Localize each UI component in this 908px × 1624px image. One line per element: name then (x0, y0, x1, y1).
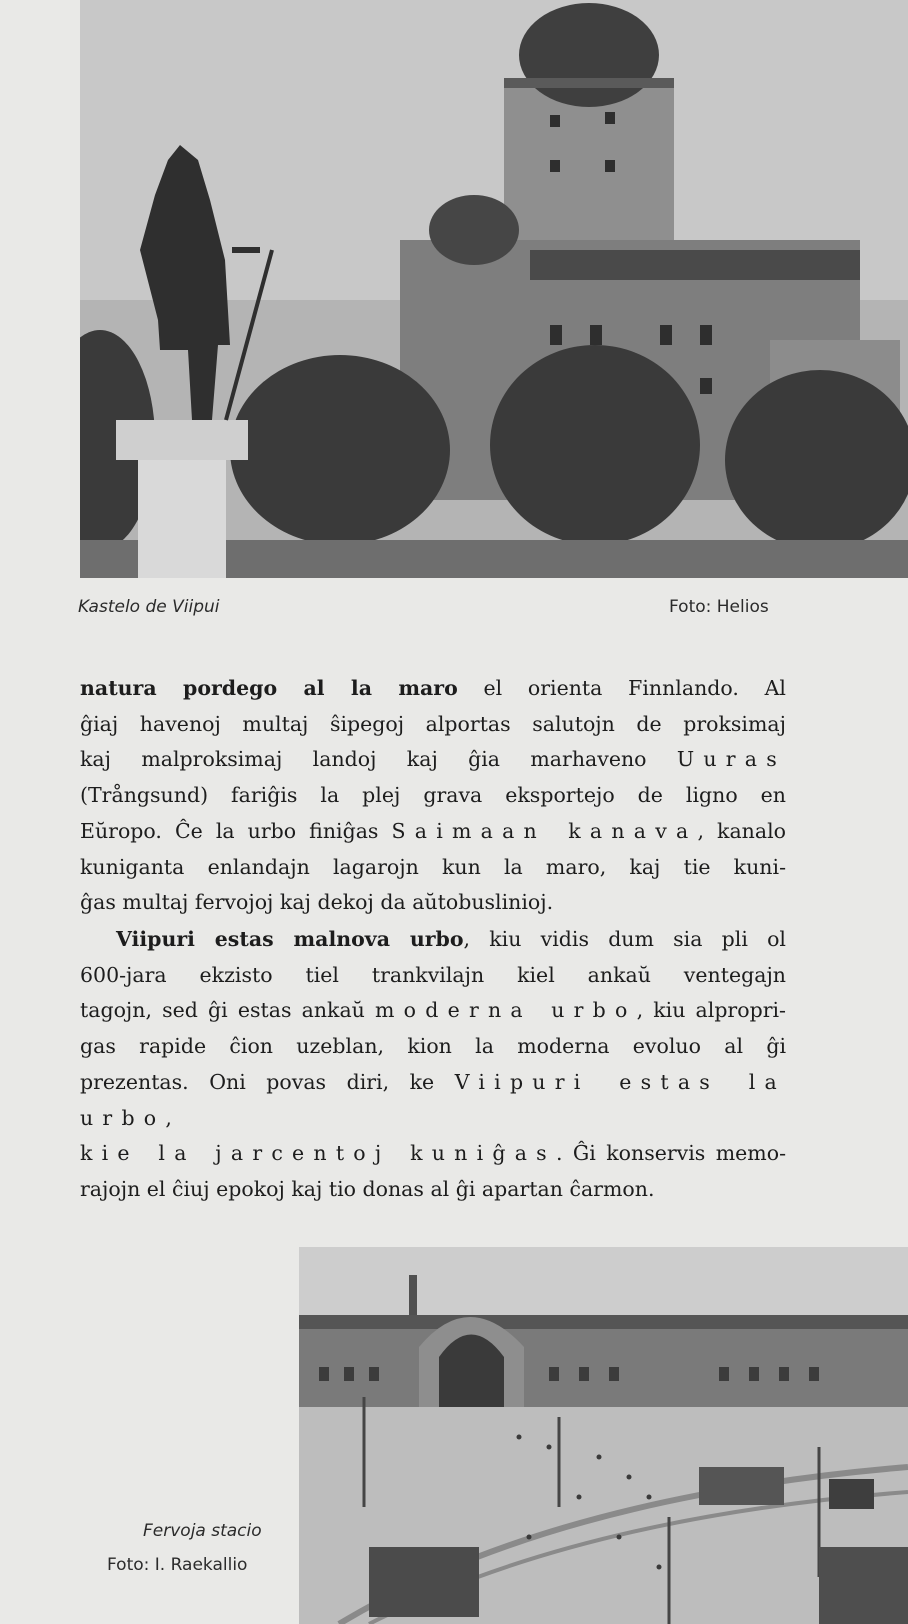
spaced-emphasis: kie la jarcentoj kuniĝas (80, 1141, 556, 1166)
text-fragment: (Trångsund) fariĝis la plej grava eksportejo de ligno en (80, 783, 786, 808)
station-photo-credit: Foto: I. Raekallio (107, 1555, 248, 1575)
text-line (80, 814, 786, 850)
bold-lead: natura pordego al la maro (80, 676, 458, 700)
bold-lead: Viipuri estas malnova urbo (116, 927, 464, 951)
photo-railway-station (299, 1247, 908, 1624)
text-line (80, 671, 786, 707)
castle-caption: Kastelo de Viipui (78, 597, 220, 617)
text-fragment: kuniganta enlandajn lagarojn kun la maro, kaj tie kuni- (80, 854, 786, 879)
text-fragment: ĝiaj havenoj multaj ŝipegoj alportas salutojn de proksimaj (80, 711, 786, 736)
paragraph-1 (80, 671, 786, 921)
text-line (80, 1136, 786, 1172)
text-line (80, 922, 786, 958)
spaced-emphasis: moderna urbo (375, 998, 637, 1023)
text-fragment: prezentas. Oni povas diri, ke (80, 1069, 455, 1094)
text-fragment: rajojn el ĉiuj epokoj kaj tio donas al ĝi apartan ĉarmon. (80, 1176, 655, 1201)
text-line (80, 1029, 786, 1065)
station-photo-illustration (299, 1247, 908, 1624)
text-fragment: Eŭropo. Ĉe la urbo finiĝas (80, 818, 392, 843)
text-fragment: , kiu alpropri- (636, 998, 786, 1023)
text-line (80, 1065, 786, 1136)
text-fragment: gas rapide ĉion uzeblan, kion la moderna evoluo al ĝi (80, 1034, 786, 1059)
text-fragment: 600-jara ekzisto tiel trankvilajn kiel ankaŭ ventegajn (80, 962, 786, 987)
spaced-emphasis: Viipuri estas la urbo (80, 1069, 786, 1130)
text-line (80, 993, 786, 1029)
spaced-emphasis: Saimaan kanava (391, 818, 698, 843)
castle-photo-illustration (80, 0, 908, 578)
text-fragment: kaj malproksimaj landoj kaj ĝia marhaveno (80, 747, 677, 772)
photo-viipuri-castle (80, 0, 908, 578)
paragraph-2 (80, 922, 786, 1208)
text-line (80, 778, 786, 814)
text-fragment: ĝas multaj fervojoj kaj dekoj da aŭtobuslinioj. (80, 890, 554, 915)
text-line (80, 1172, 786, 1208)
text-fragment: el orienta Finnlando. Al (457, 676, 786, 700)
spaced-emphasis: Uuras (676, 747, 786, 772)
station-caption: Fervoja stacio (143, 1521, 262, 1541)
text-line (80, 885, 786, 921)
castle-photo-credit: Foto: Helios (669, 597, 769, 617)
text-line (80, 958, 786, 994)
text-fragment: , (165, 1105, 172, 1130)
text-fragment: tagojn, sed ĝi estas ankaŭ (80, 998, 376, 1023)
text-line (80, 742, 786, 778)
text-fragment: . Ĝi konservis memo- (555, 1141, 787, 1166)
text-fragment: , kanalo (697, 818, 787, 843)
text-line (80, 850, 786, 886)
text-line (80, 707, 786, 743)
text-fragment: , kiu vidis dum sia pli ol (463, 927, 786, 951)
